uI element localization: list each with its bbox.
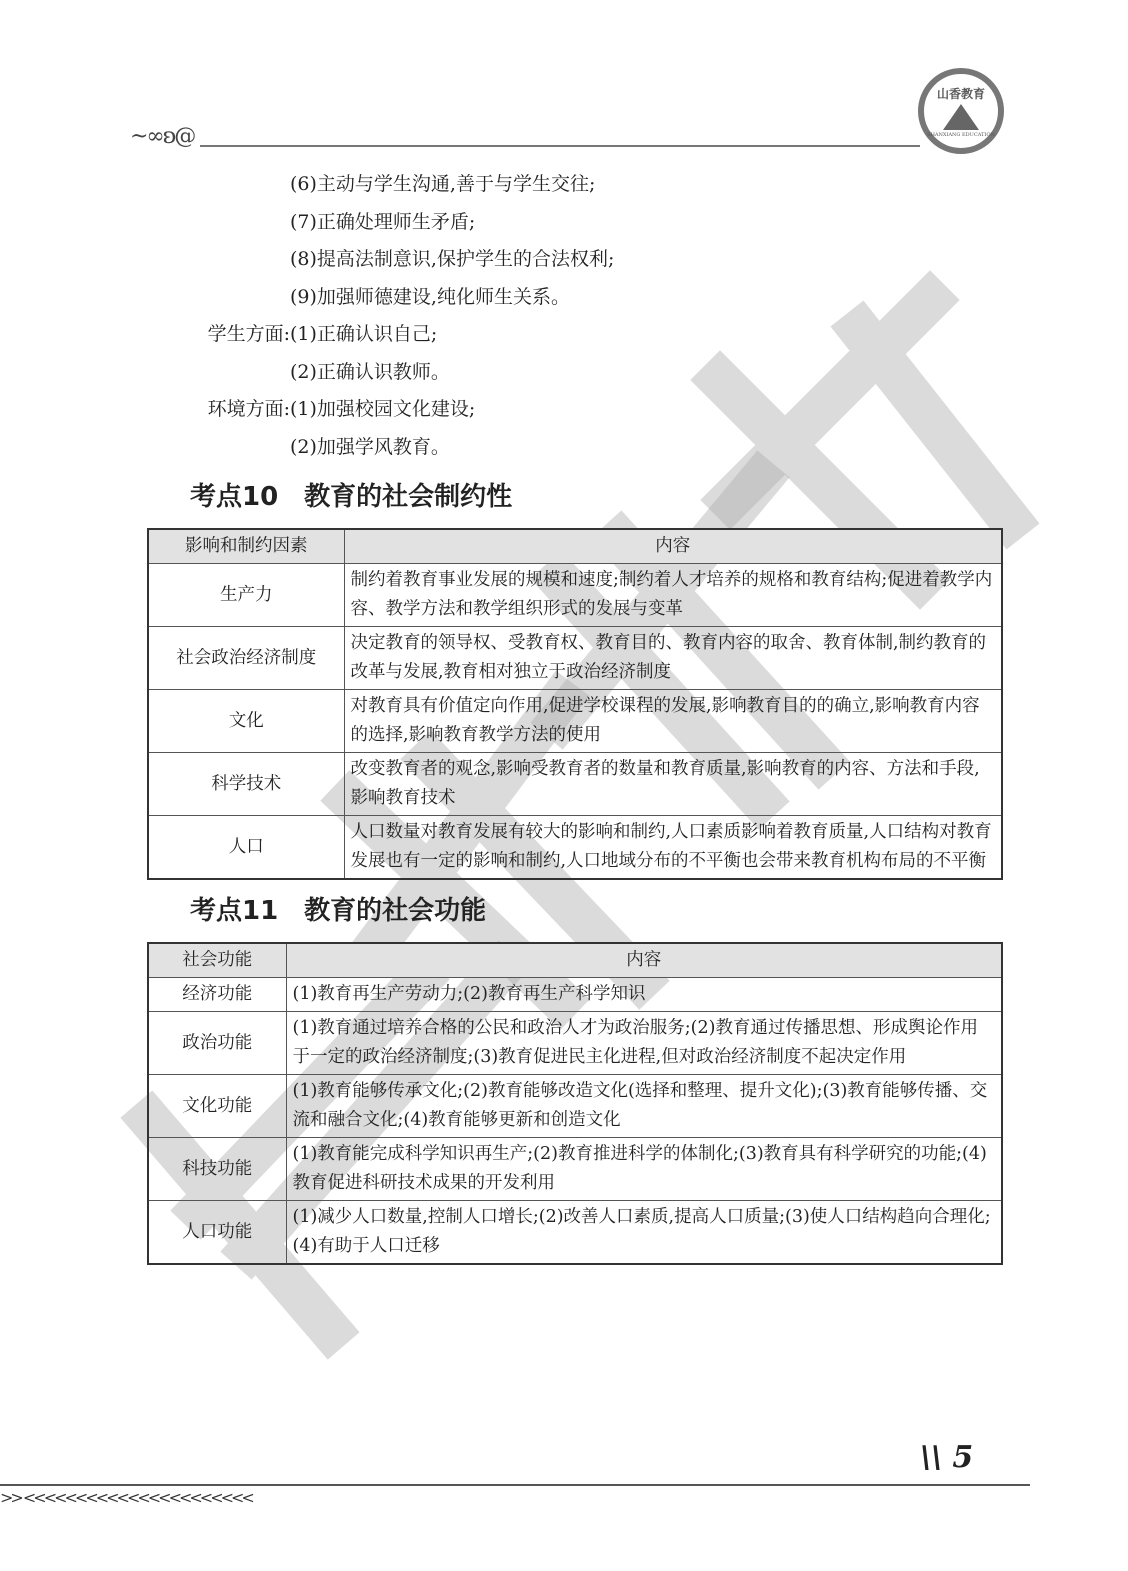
list-row	[147, 391, 1003, 429]
factor-cell: 经济功能	[148, 978, 286, 1012]
page-content	[147, 166, 1003, 1265]
content-cell: (1)教育能够传承文化;(2)教育能够改造文化(选择和整理、提升文化);(3)教育能够传播、交流和融合文化;(4)教育能够更新和创造文化	[286, 1075, 1002, 1138]
chevron-ornament-icon: >> <<<<<<<<<<<<<<<<<<<<<<	[0, 1488, 252, 1507]
page-number-value: 5	[952, 1440, 974, 1475]
factor-cell: 政治功能	[148, 1012, 286, 1075]
category-label	[147, 429, 290, 467]
column-header: 社会功能	[148, 943, 286, 978]
category-label	[147, 241, 290, 279]
list-item: (7)正确处理师生矛盾;	[290, 210, 476, 233]
footer-rule	[0, 1484, 1030, 1486]
table-row	[148, 1075, 1002, 1138]
content-cell: 改变教育者的观念,影响受教育者的数量和教育质量,影响教育的内容、方法和手段,影响教育技术	[344, 753, 1002, 816]
content-cell: (1)教育通过培养合格的公民和政治人才为政治服务;(2)教育通过传播思想、形成舆论作用于一定的政治经济制度;(3)教育促进民主化进程,但对政治经济制度不起决定作用	[286, 1012, 1002, 1075]
list-item: (6)主动与学生沟通,善于与学生交往;	[290, 173, 596, 195]
list-item: (1)正确认识自己;	[290, 323, 438, 345]
content-cell: (1)教育再生产劳动力;(2)教育再生产科学知识	[286, 978, 1002, 1012]
factor-cell: 文化	[148, 690, 344, 753]
section-heading-11: 考点11 教育的社会功能	[190, 896, 487, 926]
column-header: 内容	[286, 943, 1002, 978]
table-row	[148, 816, 1002, 880]
content-cell: (1)减少人口数量,控制人口增长;(2)改善人口素质,提高人口质量;(3)使人口结构趋向合理化;(4)有助于人口迁移	[286, 1201, 1002, 1265]
category-label	[147, 279, 290, 317]
category-label	[147, 354, 290, 392]
social-constraints-table	[147, 528, 1003, 880]
category-label	[147, 166, 290, 204]
table-row	[148, 978, 1002, 1012]
table-row	[148, 753, 1002, 816]
mountain-icon	[943, 104, 979, 130]
list-item: (1)加强校园文化建设;	[290, 398, 476, 420]
list-row	[147, 354, 1003, 392]
list-item: (9)加强师德建设,纯化师生关系。	[290, 285, 570, 308]
header-rule	[200, 145, 920, 147]
content-cell: 制约着教育事业发展的规模和速度;制约着人才培养的规格和教育结构;促进着教学内容、教学方法和教学组织形式的发展与变革	[344, 564, 1002, 627]
table-row	[148, 1201, 1002, 1265]
factor-cell: 科技功能	[148, 1138, 286, 1201]
category-label	[147, 204, 290, 242]
content-cell: 人口数量对教育发展有较大的影响和制约,人口素质影响着教育质量,人口结构对教育发展也有一定的影响和制约,人口地域分布的不平衡也会带来教育机构布局的不平衡	[344, 816, 1002, 880]
list-row	[147, 279, 1003, 317]
column-header: 影响和制约因素	[148, 529, 344, 564]
factor-cell: 社会政治经济制度	[148, 627, 344, 690]
factor-cell: 科学技术	[148, 753, 344, 816]
list-item: (8)提高法制意识,保护学生的合法权利;	[290, 248, 615, 270]
list-row	[147, 429, 1003, 467]
category-label: 学生方面:	[207, 323, 290, 345]
factor-cell: 人口功能	[148, 1201, 286, 1265]
list-row	[147, 166, 1003, 204]
list-item: (2)正确认识教师。	[290, 360, 450, 383]
content-cell: (1)教育能完成科学知识再生产;(2)教育推进科学的体制化;(3)教育具有科学研究的功能;(4)教育促进科研技术成果的开发利用	[286, 1138, 1002, 1201]
factor-cell: 人口	[148, 816, 344, 880]
table-row	[148, 627, 1002, 690]
logo	[918, 68, 1004, 154]
content-cell: 决定教育的领导权、受教育权、教育目的、教育内容的取舍、教育体制,制约教育的改革与发展,教育相对独立于政治经济制度	[344, 627, 1002, 690]
list-row	[147, 316, 1003, 354]
ornament-icon: ~∞ʚ@	[130, 124, 195, 149]
column-header: 内容	[344, 529, 1002, 564]
category-label: 环境方面:	[207, 398, 290, 420]
factor-cell: 文化功能	[148, 1075, 286, 1138]
factor-cell: 生产力	[148, 564, 344, 627]
intro-list	[147, 166, 1003, 466]
content-cell: 对教育具有价值定向作用,促进学校课程的发展,影响教育目的的确立,影响教育内容的选择,影响教育教学方法的使用	[344, 690, 1002, 753]
page-number: \\ 5	[920, 1440, 974, 1475]
list-item: (2)加强学风教育。	[290, 435, 450, 458]
table-row	[148, 1012, 1002, 1075]
logo-text: 山香教育	[936, 86, 985, 101]
logo-subtext: SHANXIANG EDUCATION	[927, 131, 995, 138]
table-row	[148, 1138, 1002, 1201]
section-heading-10: 考点10 教育的社会制约性	[190, 482, 513, 512]
table-row	[148, 690, 1002, 753]
table-row	[148, 564, 1002, 627]
list-row	[147, 241, 1003, 279]
social-functions-table	[147, 942, 1003, 1265]
list-row	[147, 204, 1003, 242]
